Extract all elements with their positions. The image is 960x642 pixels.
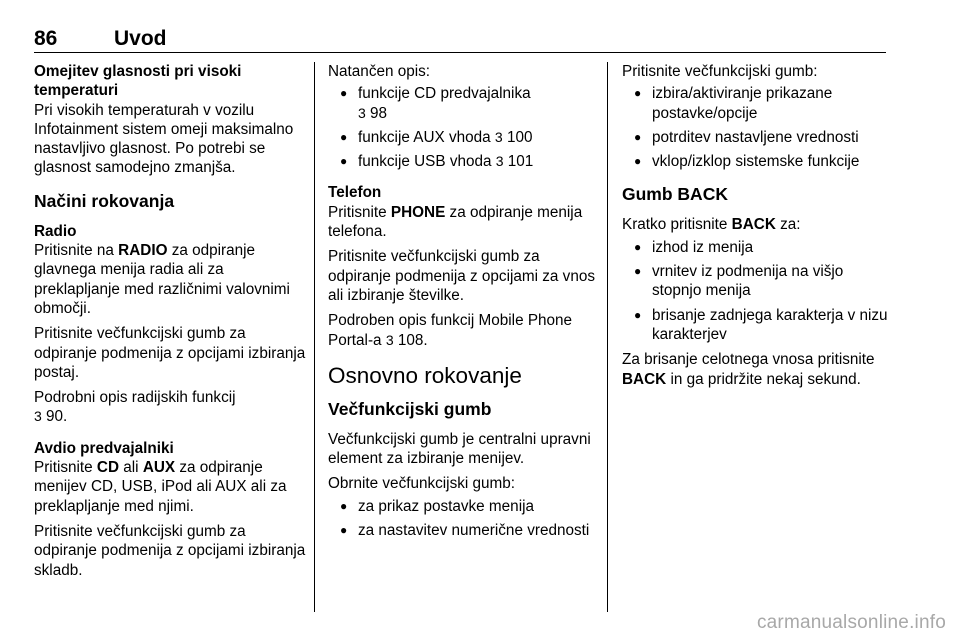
list-item: ● vrnitev iz podmenija na višjo stopnjo menija <box>622 262 888 301</box>
column-divider <box>607 62 608 612</box>
paragraph: Podrobni opis radijskih funkcij 3 90. <box>34 389 236 426</box>
column-3 <box>622 62 888 395</box>
paragraph: Pritisnite na RADIO za odpiranje glavnega menija radia ali za preklapljanje med različnimi valovnimi območji. <box>34 242 290 317</box>
paragraph: Večfunkcijski gumb je centralni upravni element za izbiranje menijev. <box>328 430 591 468</box>
paragraph: Obrnite večfunkcijski gumb: <box>328 475 516 493</box>
section-title-volume-limit: Omejitev glasnosti pri visoki temperaturi <box>34 63 242 100</box>
list-item: ● izbira/aktiviranje prikazane postavke/opcije <box>622 84 888 123</box>
list-item: ● za nastavitev numerične vrednosti <box>328 521 600 540</box>
paragraph: Za brisanje celotnega vnosa pritisnite BACK in ga pridržite nekaj sekund. <box>622 351 875 388</box>
press-knob-list <box>622 84 888 171</box>
list-item: ● funkcije AUX vhoda 3 100 <box>328 128 600 147</box>
reference-arrow-icon: 3 <box>494 128 503 145</box>
paragraph: Pri visokih temperaturah v vozilu Infotainment sistem omeji maksimalno nastavljivo glasnost. Po potrebi se glasnost samodejno zmanjša. <box>34 101 294 177</box>
paragraph: Pritisnite večfunkcijski gumb za odpiranje podmenija z opcijami izbiranja postaj. <box>34 325 306 381</box>
list-item: ● funkcije USB vhoda 3 101 <box>328 152 600 171</box>
paragraph: Natančen opis: <box>328 63 431 80</box>
section-title-operation-modes: Načini rokovanja <box>34 190 175 211</box>
chapter-title-basic-operation: Osnovno rokovanje <box>328 362 522 388</box>
description-list <box>328 84 600 171</box>
column-2 <box>328 62 600 546</box>
page-header <box>34 26 886 53</box>
list-item: ● brisanje zadnjega karakterja v nizu karakterjev <box>622 306 888 345</box>
column-1 <box>34 62 306 586</box>
paragraph: Pritisnite PHONE za odpiranje menija telefona. <box>328 203 583 241</box>
list-item: ● za prikaz postavke menija <box>328 497 600 516</box>
section-title-multifunction-knob: Večfunkcijski gumb <box>328 398 492 419</box>
list-item: ● funkcije CD predvajalnika 3 98 <box>328 84 600 123</box>
reference-arrow-icon: 3 <box>358 104 366 121</box>
subsection-title-telephone: Telefon <box>328 184 382 202</box>
column-divider <box>314 62 315 612</box>
subsection-title-radio: Radio <box>34 222 77 240</box>
page-number: 86 <box>34 27 58 50</box>
reference-arrow-icon: 3 <box>34 408 42 425</box>
paragraph: Kratko pritisnite BACK za: <box>622 216 801 234</box>
back-button-list <box>622 238 888 344</box>
paragraph: Pritisnite večfunkcijski gumb za odpiranje podmenija z opcijami izbiranja skladb. <box>34 522 306 579</box>
paragraph: Pritisnite večfunkcijski gumb: <box>622 63 818 80</box>
section-title-back-button: Gumb BACK <box>622 184 728 205</box>
list-item: ● potrditev nastavljene vrednosti <box>622 128 888 147</box>
page-title: Uvod <box>114 27 167 50</box>
reference-arrow-icon: 3 <box>385 331 394 348</box>
turn-knob-list <box>328 497 600 541</box>
paragraph: Pritisnite večfunkcijski gumb za odpiranje podmenija z opcijami za vnos ali izbiranje številke. <box>328 248 595 304</box>
paragraph: Podroben opis funkcij Mobile Phone Portal-a 3 108. <box>328 312 573 349</box>
paragraph: Pritisnite CD ali AUX za odpiranje menijev CD, USB, iPod ali AUX ali za preklapljanje med njimi. <box>34 459 287 515</box>
watermark: carmanualsonline.info <box>756 612 946 633</box>
list-item: ● izhod iz menija <box>622 238 888 257</box>
list-item: ● vklop/izklop sistemske funkcije <box>622 152 888 171</box>
reference-arrow-icon: 3 <box>495 153 504 170</box>
subsection-title-audio: Avdio predvajalniki <box>34 439 174 457</box>
